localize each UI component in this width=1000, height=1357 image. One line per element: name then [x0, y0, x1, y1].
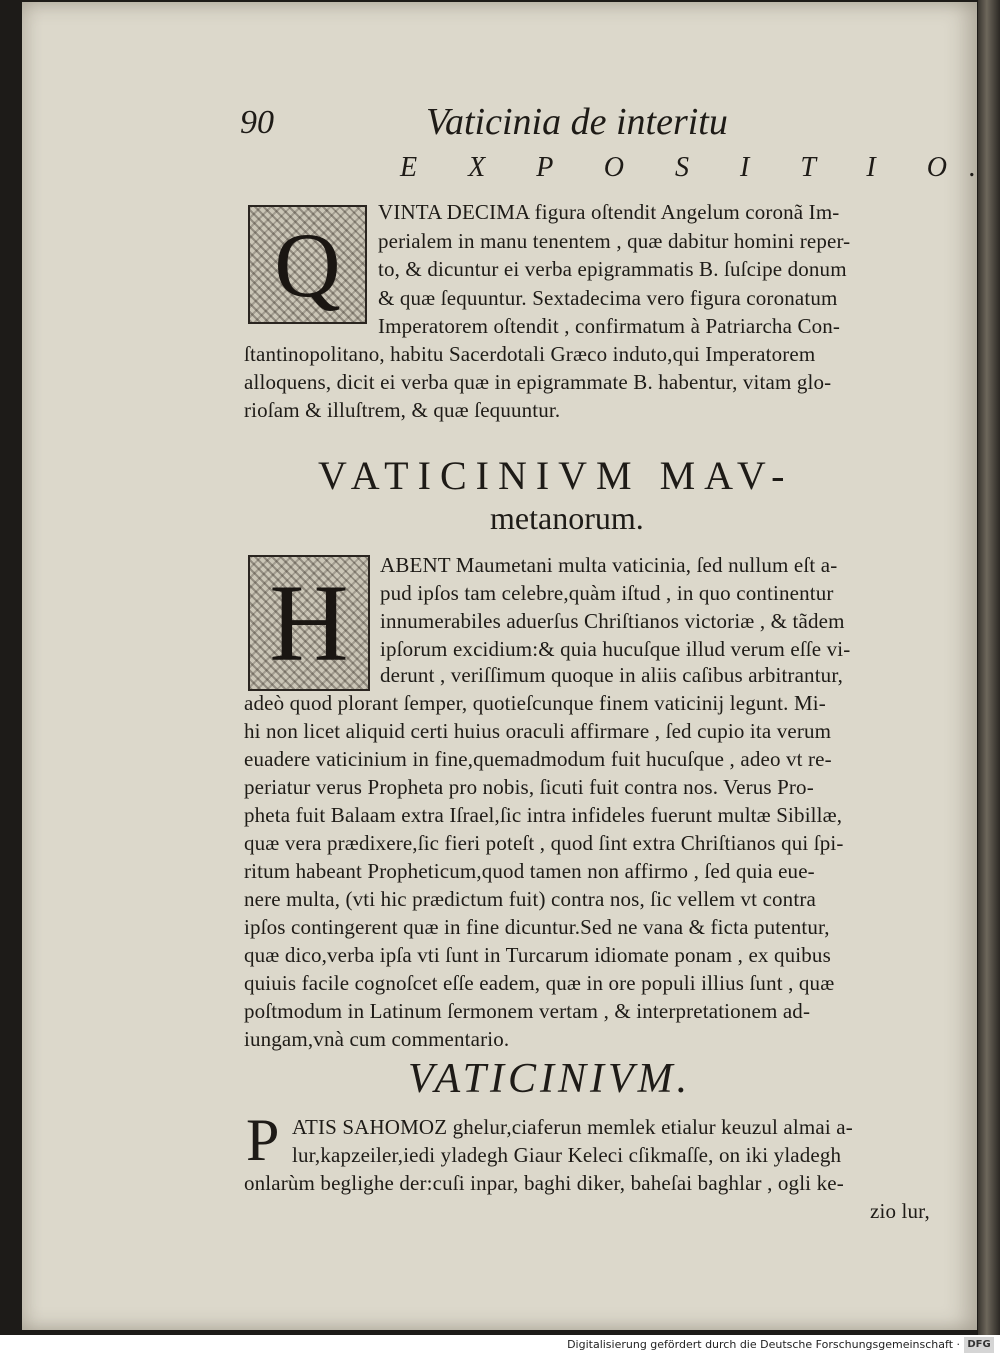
section-title-continued: metanorum.: [490, 500, 644, 536]
text-line: lur,kapzeiler,iedi yladegh Giaur Keleci cſikmaſſe, on iki yladegh: [292, 1143, 842, 1167]
text-line: ipſos contingerent quæ in fine dicuntur.Sed ne vana & ficta putentur,: [244, 915, 830, 939]
text-line: iungam,vnà cum commentario.: [244, 1027, 510, 1051]
initial-letter-p: P: [246, 1107, 280, 1173]
text-line: & quæ ſequuntur. Sextadecima vero figura coronatum: [378, 286, 838, 310]
section-title: VATICINIVM MAV-: [318, 453, 794, 498]
text-line: onlarùm beglighe der:cuſi inpar, baghi diker, baheſai baghlar , ogli ke-: [244, 1171, 844, 1195]
text-line: adeò quod plorant ſemper, quotieſcunque finem vaticinij legunt. Mi-: [244, 691, 826, 715]
text-line: to, & dicuntur ei verba epigrammatis B. ſuſcipe donum: [378, 257, 847, 281]
text-line: Imperatorem oſtendit , confirmatum à Patriarcha Con-: [378, 314, 841, 338]
text-line: ſtantinopolitano, habitu Sacerdotali Græco induto,qui Imperatorem: [244, 342, 816, 366]
text-line: quiuis facile cognoſcet eſſe eadem, quæ in ore populi illius ſunt , quæ: [244, 971, 835, 995]
page-number: 90: [240, 104, 274, 141]
text-line: perialem in manu tenentem , quæ dabitur homini reper-: [378, 229, 851, 253]
text-line: euadere vaticinium in fine,quemadmodum fuit hucuſque , adeo vt re-: [244, 747, 832, 771]
running-title: Vaticinia de interitu: [426, 101, 728, 143]
funding-credit: Digitalisierung gefördert durch die Deutsche Forschungsgemeinschaft ·: [567, 1338, 960, 1351]
text-line: nere multa, (vti hic prædictum fuit) contra nos, ſic vellem vt contra: [244, 887, 816, 911]
dfg-logo: DFG: [964, 1337, 994, 1353]
text-line: periatur verus Propheta pro nobis, ſicuti fuit contra nos. Verus Pro-: [244, 775, 814, 799]
section-heading-vaticinium: VATICINIVM.: [408, 1056, 692, 1102]
text-line: ritum habeant Propheticum,quod tamen non affirmo , ſed quia eue-: [244, 859, 815, 883]
ornamental-initial-h: [248, 555, 370, 691]
ornamental-initial-q: [248, 205, 367, 324]
text-line: innumerabiles aduerſus Chriſtianos victoriæ , & tãdem: [380, 609, 845, 633]
text-line: derunt , veriſſimum quoque in aliis caſibus arbitrantur,: [380, 663, 844, 687]
digitization-footer: [0, 1335, 1000, 1357]
text-line: rioſam & illuſtrem, & quæ ſequuntur.: [244, 398, 561, 422]
text-line: quæ dico,verba ipſa vti ſunt in Turcarum idiomate ponam , ex quibus: [244, 943, 831, 967]
text-line: ABENT Maumetani multa vaticinia, ſed nullum eſt a-: [380, 553, 838, 577]
text-line: pheta fuit Balaam extra Iſrael,ſic intra infideles fuerunt multæ Sibillæ,: [244, 803, 843, 827]
section-heading-expositio: E X P O S I T I O.: [400, 152, 998, 183]
text-line: poſtmodum in Latinum ſermonem vertam , & interpretationem ad-: [244, 999, 811, 1023]
text-line: hi non licet aliquid certi huius oraculi affirmare , ſed cupio ita verum: [244, 719, 832, 743]
text-line: ipſorum excidium:& quia hucuſque illud verum eſſe vi-: [380, 637, 851, 661]
text-line: quæ vera prædixere,ſic fieri poteſt , quod ſint extra Chriſtianos qui ſpi-: [244, 831, 844, 855]
text-line: zio lur,: [870, 1199, 930, 1223]
text-line: pud ipſos tam celebre,quàm iſtud , in quo continentur: [380, 581, 834, 605]
page-edge: [978, 0, 1000, 1335]
initial-letter: H: [269, 561, 349, 684]
text-line: VINTA DECIMA figura oſtendit Angelum coronã Im-: [378, 200, 840, 224]
text-line: ATIS SAHOMOZ ghelur,ciaferun memlek etialur keuzul almai a-: [292, 1115, 853, 1139]
text-line: alloquens, dicit ei verba quæ in epigrammate B. habentur, vitam glo-: [244, 370, 832, 394]
initial-letter: Q: [274, 213, 341, 316]
